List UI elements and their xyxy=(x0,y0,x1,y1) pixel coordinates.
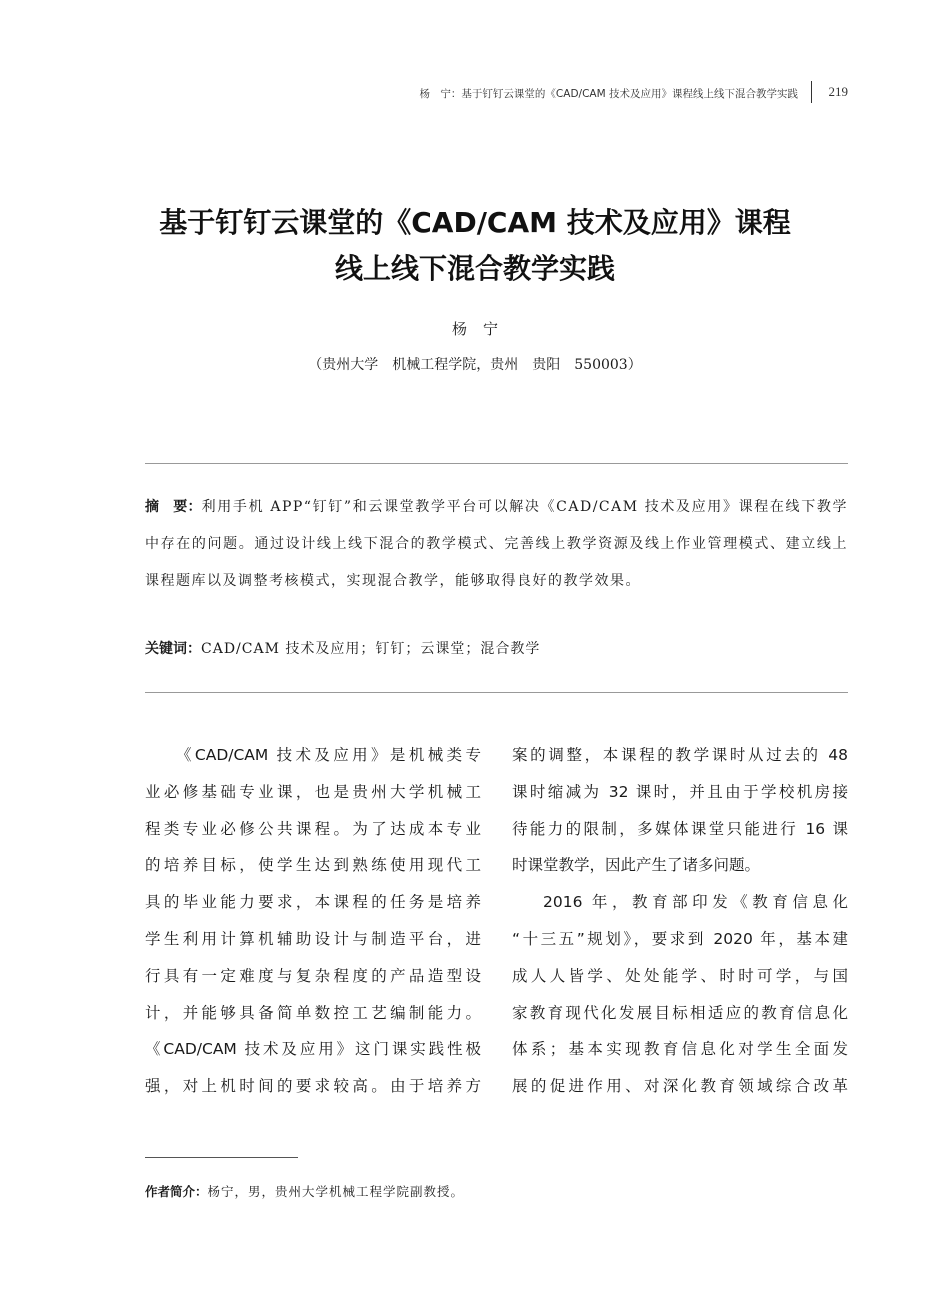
body-line: 时课堂教学，因此产生了诸多问题。 xyxy=(512,856,761,875)
header-divider xyxy=(811,81,812,103)
abstract-bottom-rule xyxy=(145,692,848,693)
body-line: 行具有一定难度与复杂程度的产品造型设 xyxy=(145,966,481,985)
body-line: 成人人皆学、处处能学、时时可学，与国 xyxy=(512,966,848,985)
author-name: 杨宁 xyxy=(451,320,514,338)
author-affiliation: （贵州大学 机械工程学院，贵州 贵阳 550003） xyxy=(308,357,642,373)
body-line: 程类专业必修公共课程。为了达成本专业 xyxy=(145,819,481,838)
author-footnote xyxy=(145,1182,848,1200)
title-line-2: 线上线下混合教学实践 xyxy=(334,252,615,285)
body-line: 家教育现代化发展目标相适应的教育信息化 xyxy=(512,1003,848,1022)
body-line: 业必修基础专业课，也是贵州大学机械工 xyxy=(145,782,481,801)
abstract xyxy=(145,489,848,600)
running-title: 杨 宁：基于钉钉云课堂的《CAD/CAM 技术及应用》课程线上线下混合教学实践 xyxy=(419,88,798,100)
body-line: 《CAD/CAM 技术及应用》是机械类专 xyxy=(176,746,481,764)
paper-title xyxy=(100,200,850,292)
body-line: 2016 年，教育部印发《教育信息化 xyxy=(543,893,848,912)
footnote-rule xyxy=(145,1157,298,1158)
title-line-1: 基于钉钉云课堂的《CAD/CAM 技术及应用》课程 xyxy=(159,206,791,239)
keywords-label: 关键词： xyxy=(145,641,201,657)
page-number: 219 xyxy=(828,84,848,99)
keywords xyxy=(145,638,848,660)
abstract-text: 利用手机 APP“钉钉”和云课堂教学平台可以解决《CAD/CAM 技术及应用》课程在线下教学中存在的问题。通过设计线上线下混合的教学模式、完善线上教学资源及线上作业管理模式、建立线上课程题库以及调整考核模式，实现混合教学，能够取得良好的教学效果。 xyxy=(145,499,849,589)
body-column-left xyxy=(145,737,481,1105)
body-line: 具的毕业能力要求，本课程的任务是培养 xyxy=(145,893,481,912)
body-line: 学生利用计算机辅助设计与制造平台，进 xyxy=(145,929,481,948)
footnote-label: 作者简介： xyxy=(145,1184,208,1199)
body-line: 课时缩减为 32 课时，并且由于学校机房接 xyxy=(512,782,848,801)
body-line: 强，对上机时间的要求较高。由于培养方 xyxy=(145,1077,481,1096)
footnote-text: 杨宁，男，贵州大学机械工程学院副教授。 xyxy=(207,1184,465,1199)
body-line: 的培养目标，使学生达到熟练使用现代工 xyxy=(145,856,481,875)
running-header xyxy=(378,84,848,106)
abstract-label: 摘 要： xyxy=(145,499,202,515)
abstract-top-rule xyxy=(145,463,848,464)
body-line: 待能力的限制，多媒体课堂只能进行 16 课 xyxy=(512,819,848,838)
body-line: 展的促进作用、对深化教育领域综合改革 xyxy=(512,1077,848,1096)
keywords-text: CAD/CAM 技术及应用；钉钉；云课堂；混合教学 xyxy=(201,641,541,657)
body-line: 《CAD/CAM 技术及应用》这门课实践性极 xyxy=(145,1040,481,1059)
body-line: 计，并能够具备简单数控工艺编制能力。 xyxy=(145,1003,481,1022)
body-line: 体系；基本实现教育信息化对学生全面发 xyxy=(512,1040,848,1059)
body-line: 案的调整，本课程的教学课时从过去的 48 xyxy=(512,746,848,764)
body-line: “十三五”规划》，要求到 2020 年，基本建 xyxy=(512,929,848,948)
body-column-right xyxy=(512,737,848,1105)
